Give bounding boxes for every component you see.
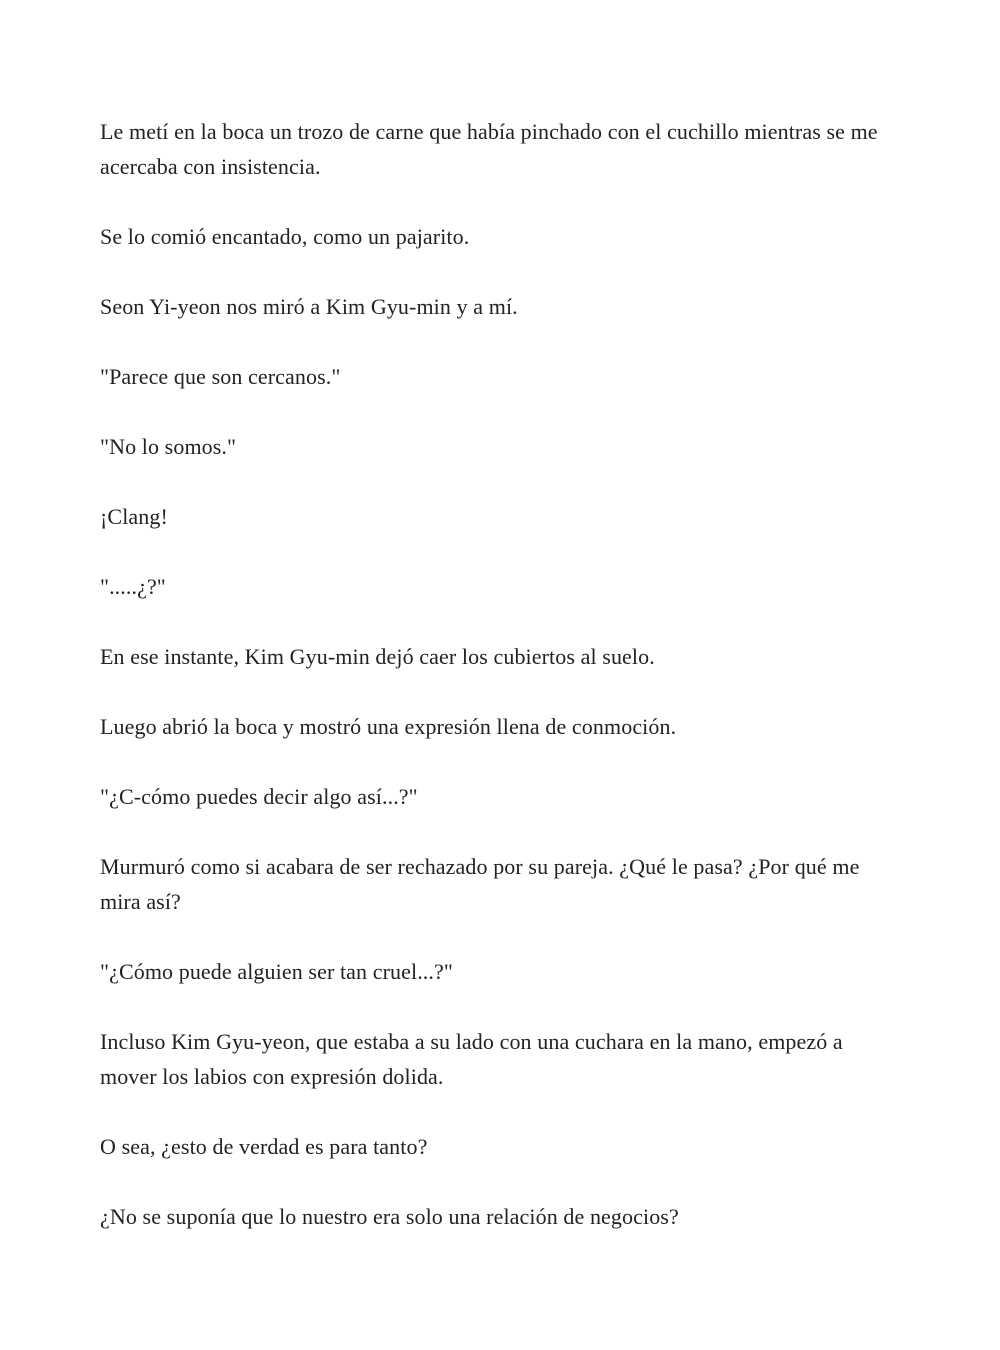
paragraph: Se lo comió encantado, como un pajarito. <box>100 224 470 249</box>
dialogue-line: "¿Cómo puede alguien ser tan cruel...?" <box>100 959 453 984</box>
paragraph: Murmuró como si acabara de ser rechazado por su pareja. ¿Qué le pasa? ¿Por qué me mira así? <box>100 854 860 914</box>
dialogue-line: "Parece que son cercanos." <box>100 364 341 389</box>
paragraph: Luego abrió la boca y mostró una expresión llena de conmoción. <box>100 714 677 739</box>
paragraph: Seon Yi-yeon nos miró a Kim Gyu-min y a mí. <box>100 294 518 319</box>
dialogue-line: "No lo somos." <box>100 434 237 459</box>
paragraph: Le metí en la boca un trozo de carne que había pinchado con el cuchillo mientras se me acercaba con insistencia. <box>100 119 878 179</box>
sound-effect: ¡Clang! <box>100 504 168 529</box>
paragraph: ¿No se suponía que lo nuestro era solo una relación de negocios? <box>100 1204 679 1229</box>
dialogue-line: ".....¿?" <box>100 574 166 599</box>
paragraph: En ese instante, Kim Gyu-min dejó caer los cubiertos al suelo. <box>100 644 655 669</box>
paragraph: O sea, ¿esto de verdad es para tanto? <box>100 1134 428 1159</box>
document-body <box>100 114 900 1269</box>
paragraph: Incluso Kim Gyu-yeon, que estaba a su lado con una cuchara en la mano, empezó a mover los labios con expresión dolida. <box>100 1029 843 1089</box>
dialogue-line: "¿C-cómo puedes decir algo así...?" <box>100 784 418 809</box>
